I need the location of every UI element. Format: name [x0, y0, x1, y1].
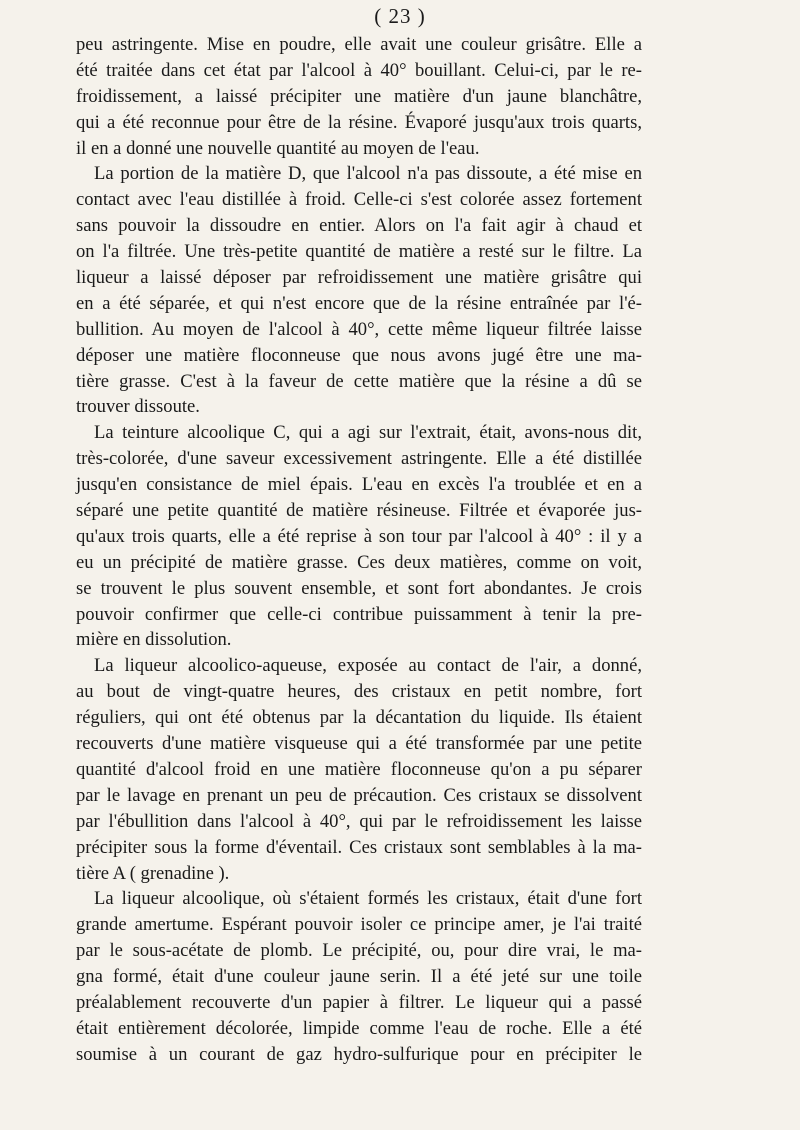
paragraph	[76, 32, 642, 161]
text-line: très-colorée, d'une saveur excessivement astringente. Elle a été distillée	[76, 448, 642, 470]
text-line: recouverts d'une matière visqueuse qui a été transformée par une petite	[76, 733, 642, 755]
paragraph	[76, 886, 642, 1067]
text-line: trouver dissoute.	[76, 396, 200, 418]
paragraph	[76, 161, 642, 420]
text-line: réguliers, qui ont été obtenus par la décantation du liquide. Ils étaient	[76, 707, 642, 729]
text-line: contact avec l'eau distillée à froid. Celle-ci s'est colorée assez fortement	[76, 189, 642, 211]
text-line: bullition. Au moyen de l'alcool à 40°, cette même liqueur filtrée laisse	[76, 318, 642, 340]
text-line: en a été séparée, et qui n'est encore que de la résine entraînée par l'é-	[76, 292, 642, 314]
text-line: précipiter sous la forme d'éventail. Ces cristaux sont semblables à la ma-	[76, 836, 642, 858]
text-line: quantité d'alcool froid en une matière floconneuse qu'on a pu séparer	[76, 758, 642, 780]
text-line: était entièrement décolorée, limpide comme l'eau de roche. Elle a été	[76, 1017, 642, 1039]
text-line: La liqueur alcoolique, où s'étaient formés les cristaux, était d'une fort	[94, 888, 642, 910]
text-line: par l'ébullition dans l'alcool à 40°, qui par le refroidissement les laisse	[76, 810, 642, 832]
text-line: par le lavage en prenant un peu de précaution. Ces cristaux se dissolvent	[76, 784, 642, 806]
text-line: jusqu'en consistance de miel épais. L'eau en excès l'a troublée et en a	[76, 474, 642, 496]
text-line: par le sous-acétate de plomb. Le précipité, ou, pour dire vrai, le ma-	[76, 940, 642, 962]
text-line: on l'a filtrée. Une très-petite quantité de matière a resté sur le filtre. La	[76, 241, 642, 263]
text-line: tière A ( grenadine ).	[76, 862, 230, 884]
page-number: ( 23 )	[374, 4, 426, 28]
body-text	[76, 32, 642, 1068]
text-line: pouvoir confirmer que celle-ci contribue puissamment à tenir la pre-	[76, 603, 642, 625]
text-line: tière grasse. C'est à la faveur de cette matière que la résine a dû se	[76, 370, 642, 392]
paragraph	[76, 653, 642, 886]
text-line: froidissement, a laissé précipiter une matière d'un jaune blanchâtre,	[76, 85, 642, 107]
text-line: été traitée dans cet état par l'alcool à 40° bouillant. Celui-ci, par le re-	[76, 59, 642, 81]
text-line: soumise à un courant de gaz hydro-sulfurique pour en précipiter le	[76, 1043, 642, 1065]
text-line: qu'aux trois quarts, elle a été reprise à son tour par l'alcool à 40° : il y a	[76, 525, 642, 547]
text-line: séparé une petite quantité de matière résineuse. Filtrée et évaporée jus-	[76, 500, 642, 522]
text-line: préalablement recouverte d'un papier à filtrer. Le liqueur qui a passé	[76, 991, 642, 1013]
text-line: La portion de la matière D, que l'alcool n'a pas dissoute, a été mise en	[94, 163, 642, 185]
text-line: gna formé, était d'une couleur jaune serin. Il a été jeté sur une toile	[76, 966, 642, 988]
text-line: déposer une matière floconneuse que nous avons jugé être une ma-	[76, 344, 642, 366]
text-line: qui a été reconnue pour être de la résine. Évaporé jusqu'aux trois quarts,	[76, 111, 642, 133]
text-line: mière en dissolution.	[76, 629, 232, 651]
paragraph	[76, 420, 642, 653]
text-line: La teinture alcoolique C, qui a agi sur l'extrait, était, avons-nous dit,	[94, 422, 642, 444]
text-line: eu un précipité de matière grasse. Ces deux matières, comme on voit,	[76, 551, 642, 573]
text-line: liqueur a laissé déposer par refroidissement une matière grisâtre qui	[76, 267, 642, 289]
text-line: La liqueur alcoolico-aqueuse, exposée au contact de l'air, a donné,	[94, 655, 642, 677]
text-line: au bout de vingt-quatre heures, des cristaux en petit nombre, fort	[76, 681, 642, 703]
text-line: se trouvent le plus souvent ensemble, et sont fort abondantes. Je crois	[76, 577, 642, 599]
text-line: grande amertume. Espérant pouvoir isoler ce principe amer, je l'ai traité	[76, 914, 642, 936]
text-line: il en a donné une nouvelle quantité au moyen de l'eau.	[76, 137, 480, 159]
text-line: peu astringente. Mise en poudre, elle avait une couleur grisâtre. Elle a	[76, 34, 642, 55]
text-line: sans pouvoir la dissoudre en entier. Alors on l'a fait agir à chaud et	[76, 215, 642, 237]
